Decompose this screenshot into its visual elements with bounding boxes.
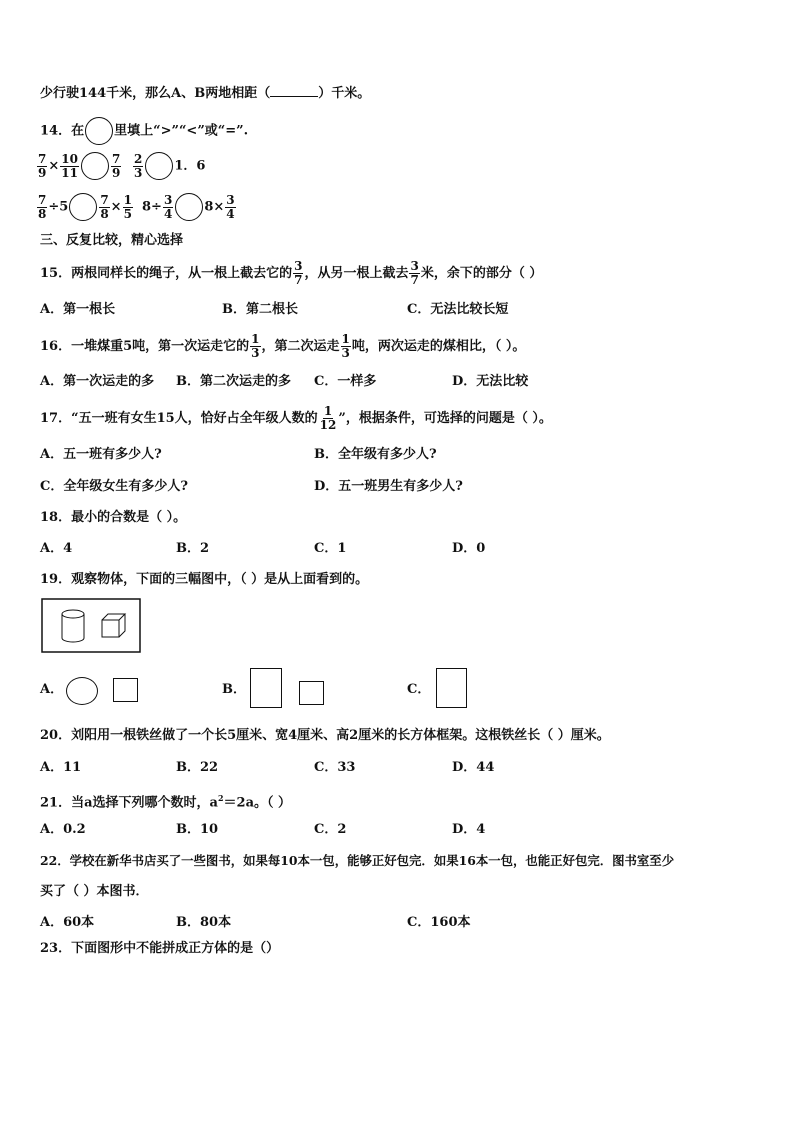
fraction: $\frac{7}{8}$ (100, 192, 109, 221)
operator: ÷5 (48, 199, 69, 215)
fraction: $\frac{3}{7}$ (410, 259, 419, 287)
fraction: $\frac{3}{7}$ (294, 259, 303, 287)
q16-text-post: 吨，两次运走的煤相比，（ ）。 (351, 339, 526, 354)
q16-text-mid: ，第二次运走 (261, 339, 340, 354)
q16-stem (40, 333, 525, 360)
q14-text-pre: 在 (71, 123, 85, 139)
q13-text-pre: 少行驶144千米，那么A、B两地相距（ (40, 86, 271, 101)
q20-option-c[interactable]: C．33 (314, 760, 356, 775)
q17-stem (40, 405, 552, 432)
q20-option-b[interactable]: B．22 (176, 760, 219, 775)
q14-row2-right (142, 193, 237, 221)
operator: × (110, 199, 122, 215)
q21-option-c[interactable]: C．2 (314, 822, 347, 837)
q15-text-mid: ，从另一根上截去 (304, 266, 409, 281)
fraction: $\frac{7}{9}$ (111, 151, 121, 180)
q22-option-a[interactable]: A．60本 (40, 915, 95, 930)
q16-option-d[interactable]: D．无法比较 (452, 374, 529, 389)
q19-option-b[interactable]: B． (222, 682, 246, 697)
q21-stem (40, 790, 291, 811)
compare-circle[interactable] (145, 152, 173, 180)
fraction: $\frac{7}{8}$ (38, 192, 47, 221)
answer-blank[interactable] (270, 84, 318, 97)
q17-option-a[interactable]: A．五一班有多少人? (40, 447, 162, 462)
q20-stem: 20．刘阳用一根铁丝做了一个长5厘米、宽4厘米、高2厘米的长方体框架。这根铁丝长（ ）厘米。 (40, 728, 610, 743)
operator: × (48, 158, 60, 174)
value: 1．6 (174, 158, 206, 174)
section-heading: 三、反复比较，精心选择 (40, 233, 184, 248)
q19-option-a[interactable]: A． (40, 682, 64, 697)
objects-figure (41, 598, 141, 653)
q15-text-post: 米，余下的部分（ ） (420, 266, 543, 281)
q16-text-pre: 16．一堆煤重5吨，第一次运走它的 (40, 339, 250, 354)
exponent: 2 (217, 793, 224, 803)
q18-stem: 18．最小的合数是（ ）。 (40, 510, 187, 525)
q14-stem (40, 117, 248, 145)
q16-option-c[interactable]: C．一样多 (314, 374, 377, 389)
fraction: $\frac{1}{12}$ (319, 404, 337, 432)
circle-shape (66, 677, 98, 705)
q17-option-d[interactable]: D．五一班男生有多少人? (314, 479, 463, 494)
q20-option-d[interactable]: D．44 (452, 760, 495, 775)
fraction: $\frac{2}{3}$ (134, 151, 143, 180)
q14-row1-left (36, 152, 122, 180)
q18-option-c[interactable]: C．1 (314, 541, 347, 556)
square-shape (113, 678, 138, 702)
q20-option-a[interactable]: A．11 (40, 760, 82, 775)
compare-circle[interactable] (69, 193, 97, 221)
rectangle-shape (250, 668, 282, 708)
q17-text-post: ”，根据条件，可选择的问题是（ ）。 (338, 411, 552, 426)
q17-text-pre: 17．“五一班有女生15人，恰好占全年级人数的 (40, 411, 318, 426)
q22-option-c[interactable]: C．160本 (407, 915, 471, 930)
q19-stem: 19．观察物体，下面的三幅图中，（ ）是从上面看到的。 (40, 572, 369, 587)
q23-stem: 23．下面图形中不能拼成正方体的是（） (40, 941, 280, 956)
square-shape (299, 681, 324, 705)
compare-circle[interactable] (85, 117, 113, 145)
q15-option-b[interactable]: B．第二根长 (222, 302, 298, 317)
q17-option-b[interactable]: B．全年级有多少人? (314, 447, 437, 462)
q16-option-a[interactable]: A．第一次运走的多 (40, 374, 155, 389)
q22-stem-line1: 22．学校在新华书店买了一些图书，如果每10本一包，能够正好包完．如果16本一包，也能正好包完．图书室至少 (40, 853, 675, 868)
compare-circle[interactable] (81, 152, 109, 180)
q21-option-b[interactable]: B．10 (176, 822, 219, 837)
q14-row1-right (132, 152, 205, 180)
q18-option-b[interactable]: B．2 (176, 541, 210, 556)
q21-option-d[interactable]: D．4 (452, 822, 486, 837)
q14-row2-left (36, 193, 134, 221)
rectangle-shape (436, 668, 467, 708)
fraction: $\frac{3}{4}$ (226, 192, 235, 221)
q21-text-pre: 21．当a选择下列哪个数时，a (40, 795, 218, 811)
q21-text-post: ＝2a。（ ） (223, 795, 292, 811)
q18-option-a[interactable]: A．4 (40, 541, 73, 556)
q15-text-pre: 15．两根同样长的绳子，从一根上截去它的 (40, 266, 293, 281)
q14-number: 14． (40, 123, 72, 139)
q21-option-a[interactable]: A．0.2 (40, 822, 86, 837)
q19-option-c[interactable]: C． (407, 682, 431, 697)
q15-option-c[interactable]: C．无法比较长短 (407, 302, 509, 317)
q16-option-b[interactable]: B．第二次运走的多 (176, 374, 291, 389)
q22-option-b[interactable]: B．80本 (176, 915, 232, 930)
fraction: $\frac{7}{9}$ (38, 151, 47, 180)
fraction: $\frac{3}{4}$ (163, 192, 173, 221)
q15-option-a[interactable]: A．第一根长 (40, 302, 116, 317)
fraction: $\frac{10}{11}$ (61, 151, 78, 180)
operator: 8÷ (142, 199, 162, 215)
operator: 8× (204, 199, 225, 215)
q14-text-post: 里填上“>”“<”或“=”. (114, 123, 249, 139)
compare-circle[interactable] (175, 193, 203, 221)
q15-stem (40, 260, 542, 287)
q22-stem-line2: 买了（ ）本图书． (40, 884, 149, 899)
fraction: $\frac{1}{3}$ (341, 332, 350, 360)
q13-tail (40, 84, 370, 102)
q17-option-c[interactable]: C．全年级女生有多少人? (40, 479, 188, 494)
q18-option-d[interactable]: D．0 (452, 541, 486, 556)
fraction: $\frac{1}{3}$ (251, 332, 260, 360)
q13-text-post: ）千米。 (318, 86, 371, 101)
fraction: $\frac{1}{5}$ (123, 192, 132, 221)
